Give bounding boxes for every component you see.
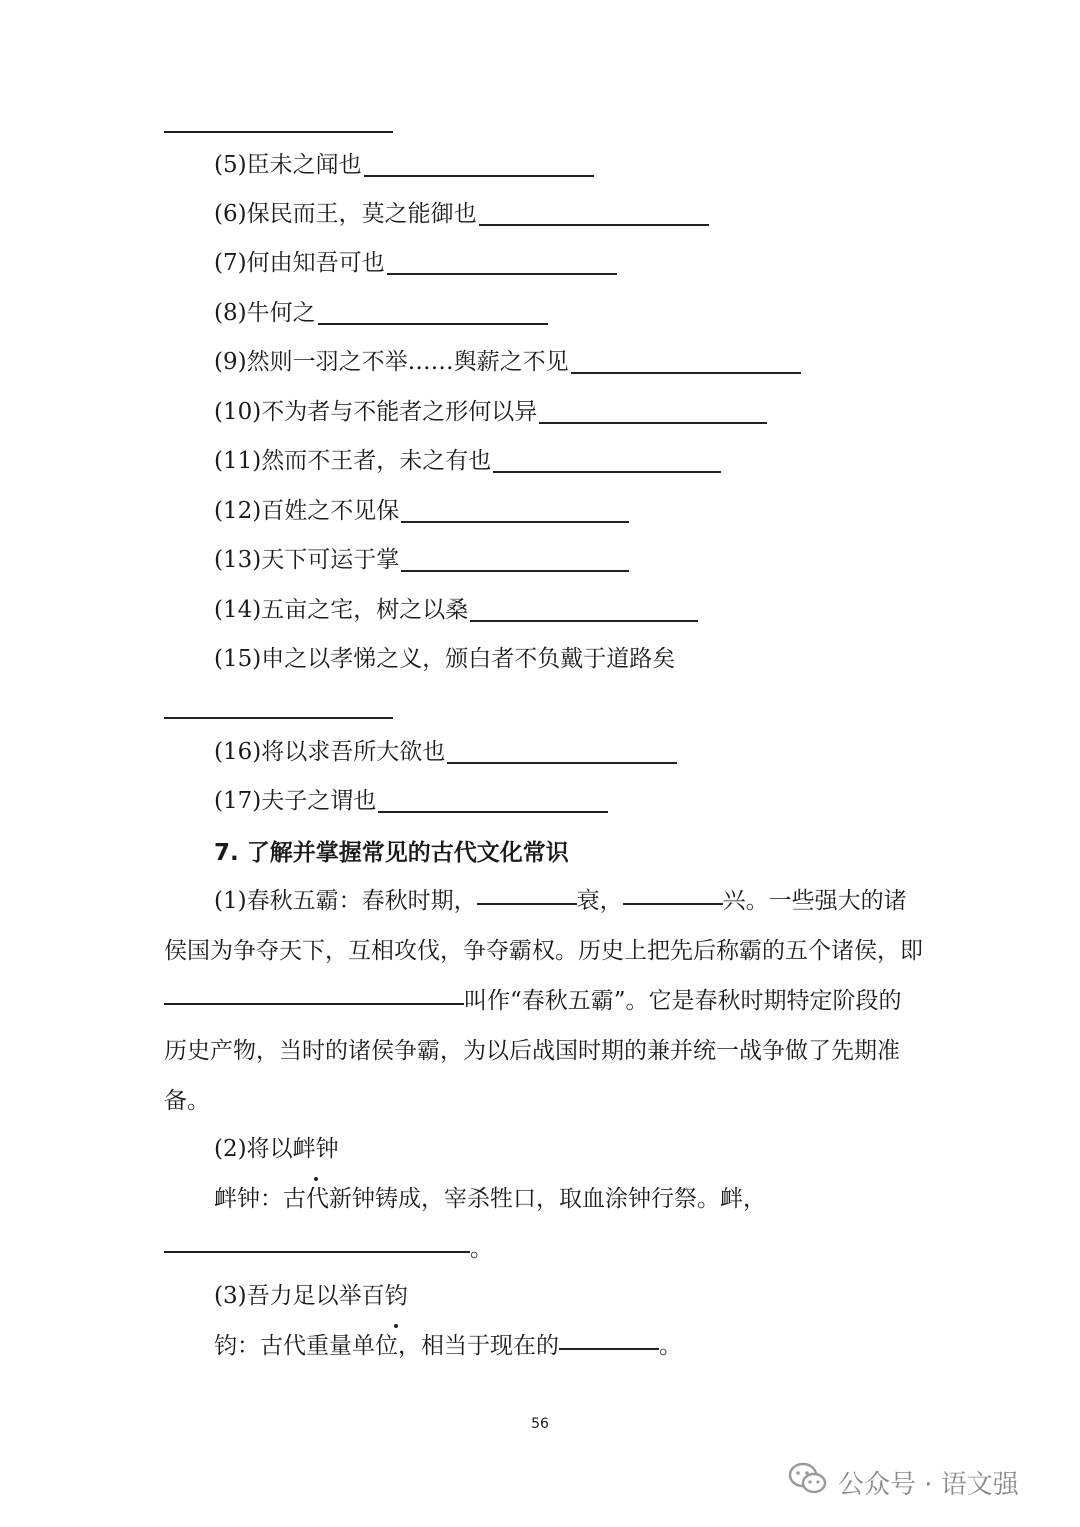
answer-blank <box>493 471 721 473</box>
answer-blank <box>401 521 629 523</box>
item-text: (15)申之以孝悌之义，颁白者不负戴于道路矣 <box>214 646 676 672</box>
item-text: (11)然而不王者，未之有也 <box>214 448 492 474</box>
q1-tail: 叫作“春秋五霸”。它是春秋时期特定阶段的历史产物，当时的诸侯争霸，为以后战国时期的兼并统一战争做了先期准备。 <box>164 988 902 1114</box>
list-item <box>214 150 594 180</box>
item-text: (5)臣未之闻也 <box>214 152 362 178</box>
q2-answer-line <box>164 1224 924 1274</box>
q3-title <box>164 1271 924 1321</box>
list-item <box>214 496 629 526</box>
item-text: (10)不为者与不能者之形何以异 <box>214 399 538 425</box>
page-number: 56 <box>531 1416 549 1432</box>
question-2 <box>164 1124 924 1274</box>
item-text: (13)天下可运于掌 <box>214 547 400 573</box>
q2-title <box>164 1124 924 1174</box>
q1-lead: (1)春秋五霸：春秋时期， <box>214 888 477 914</box>
q3-lead: (3)吾力足以举百 <box>214 1283 385 1309</box>
answer-blank <box>447 762 677 764</box>
list-item <box>214 248 617 278</box>
list-item <box>214 298 548 328</box>
item-text: (16)将以求吾所大欲也 <box>214 739 446 765</box>
answer-blank <box>539 422 767 424</box>
list-item <box>214 446 721 476</box>
answer-blank <box>623 903 723 905</box>
answer-blank <box>571 372 801 374</box>
answer-blank <box>559 1348 659 1350</box>
answer-blank <box>387 273 617 275</box>
wechat-icon <box>788 1462 828 1503</box>
answer-blank <box>164 1003 464 1005</box>
item-text: (9)然则一羽之不举……舆薪之不见 <box>214 349 569 375</box>
section-heading: 7. 了解并掌握常见的古代文化常识 <box>214 840 569 866</box>
item-text: (6)保民而王，莫之能御也 <box>214 201 477 227</box>
question-3 <box>164 1271 924 1371</box>
question-1 <box>164 876 924 1126</box>
item-text: (7)何由知吾可也 <box>214 250 385 276</box>
answer-blank <box>364 175 594 177</box>
answer-blank-line <box>164 131 393 133</box>
q2-end: 。 <box>470 1236 493 1262</box>
answer-blank <box>318 323 548 325</box>
q3-emphasis: 钧 <box>385 1271 408 1321</box>
list-item <box>214 595 698 625</box>
watermark-text: 公众号 · 语文强 <box>838 1469 1019 1500</box>
answer-blank <box>401 570 629 572</box>
watermark <box>788 1460 1019 1504</box>
answer-blank <box>470 620 698 622</box>
list-item <box>214 786 608 816</box>
answer-blank <box>378 811 608 813</box>
item-text: (12)百姓之不见保 <box>214 498 400 524</box>
list-item <box>214 397 767 427</box>
answer-blank <box>479 224 709 226</box>
item-text: (8)牛何之 <box>214 300 316 326</box>
list-item <box>214 644 675 674</box>
q2-explain: 衅钟：古代新钟铸成，宰杀牲口，取血涂钟行祭。衅， <box>214 1186 766 1212</box>
q1-mid1: 衰， <box>576 888 623 914</box>
list-item <box>214 199 709 229</box>
q3-explain-text: 钧：古代重量单位，相当于现在的 <box>214 1333 559 1359</box>
q3-explain <box>164 1321 924 1371</box>
answer-blank <box>477 903 577 905</box>
item-text: (17)夫子之谓也 <box>214 788 377 814</box>
answer-blank-line <box>164 717 393 719</box>
q2-lead: (2)将以 <box>214 1136 293 1162</box>
list-item <box>214 545 629 575</box>
q2-emphasis: 衅钟 <box>293 1124 339 1174</box>
q1-mid2: 兴。一些强大的诸侯国为争夺天下，互相攻伐，争夺霸权。历史上把先后称霸的五个诸侯，即 <box>164 888 923 964</box>
answer-blank <box>164 1251 470 1253</box>
list-item <box>214 347 801 377</box>
list-item <box>214 737 677 767</box>
item-text: (14)五亩之宅，树之以桑 <box>214 597 469 623</box>
q3-end: 。 <box>659 1333 682 1359</box>
